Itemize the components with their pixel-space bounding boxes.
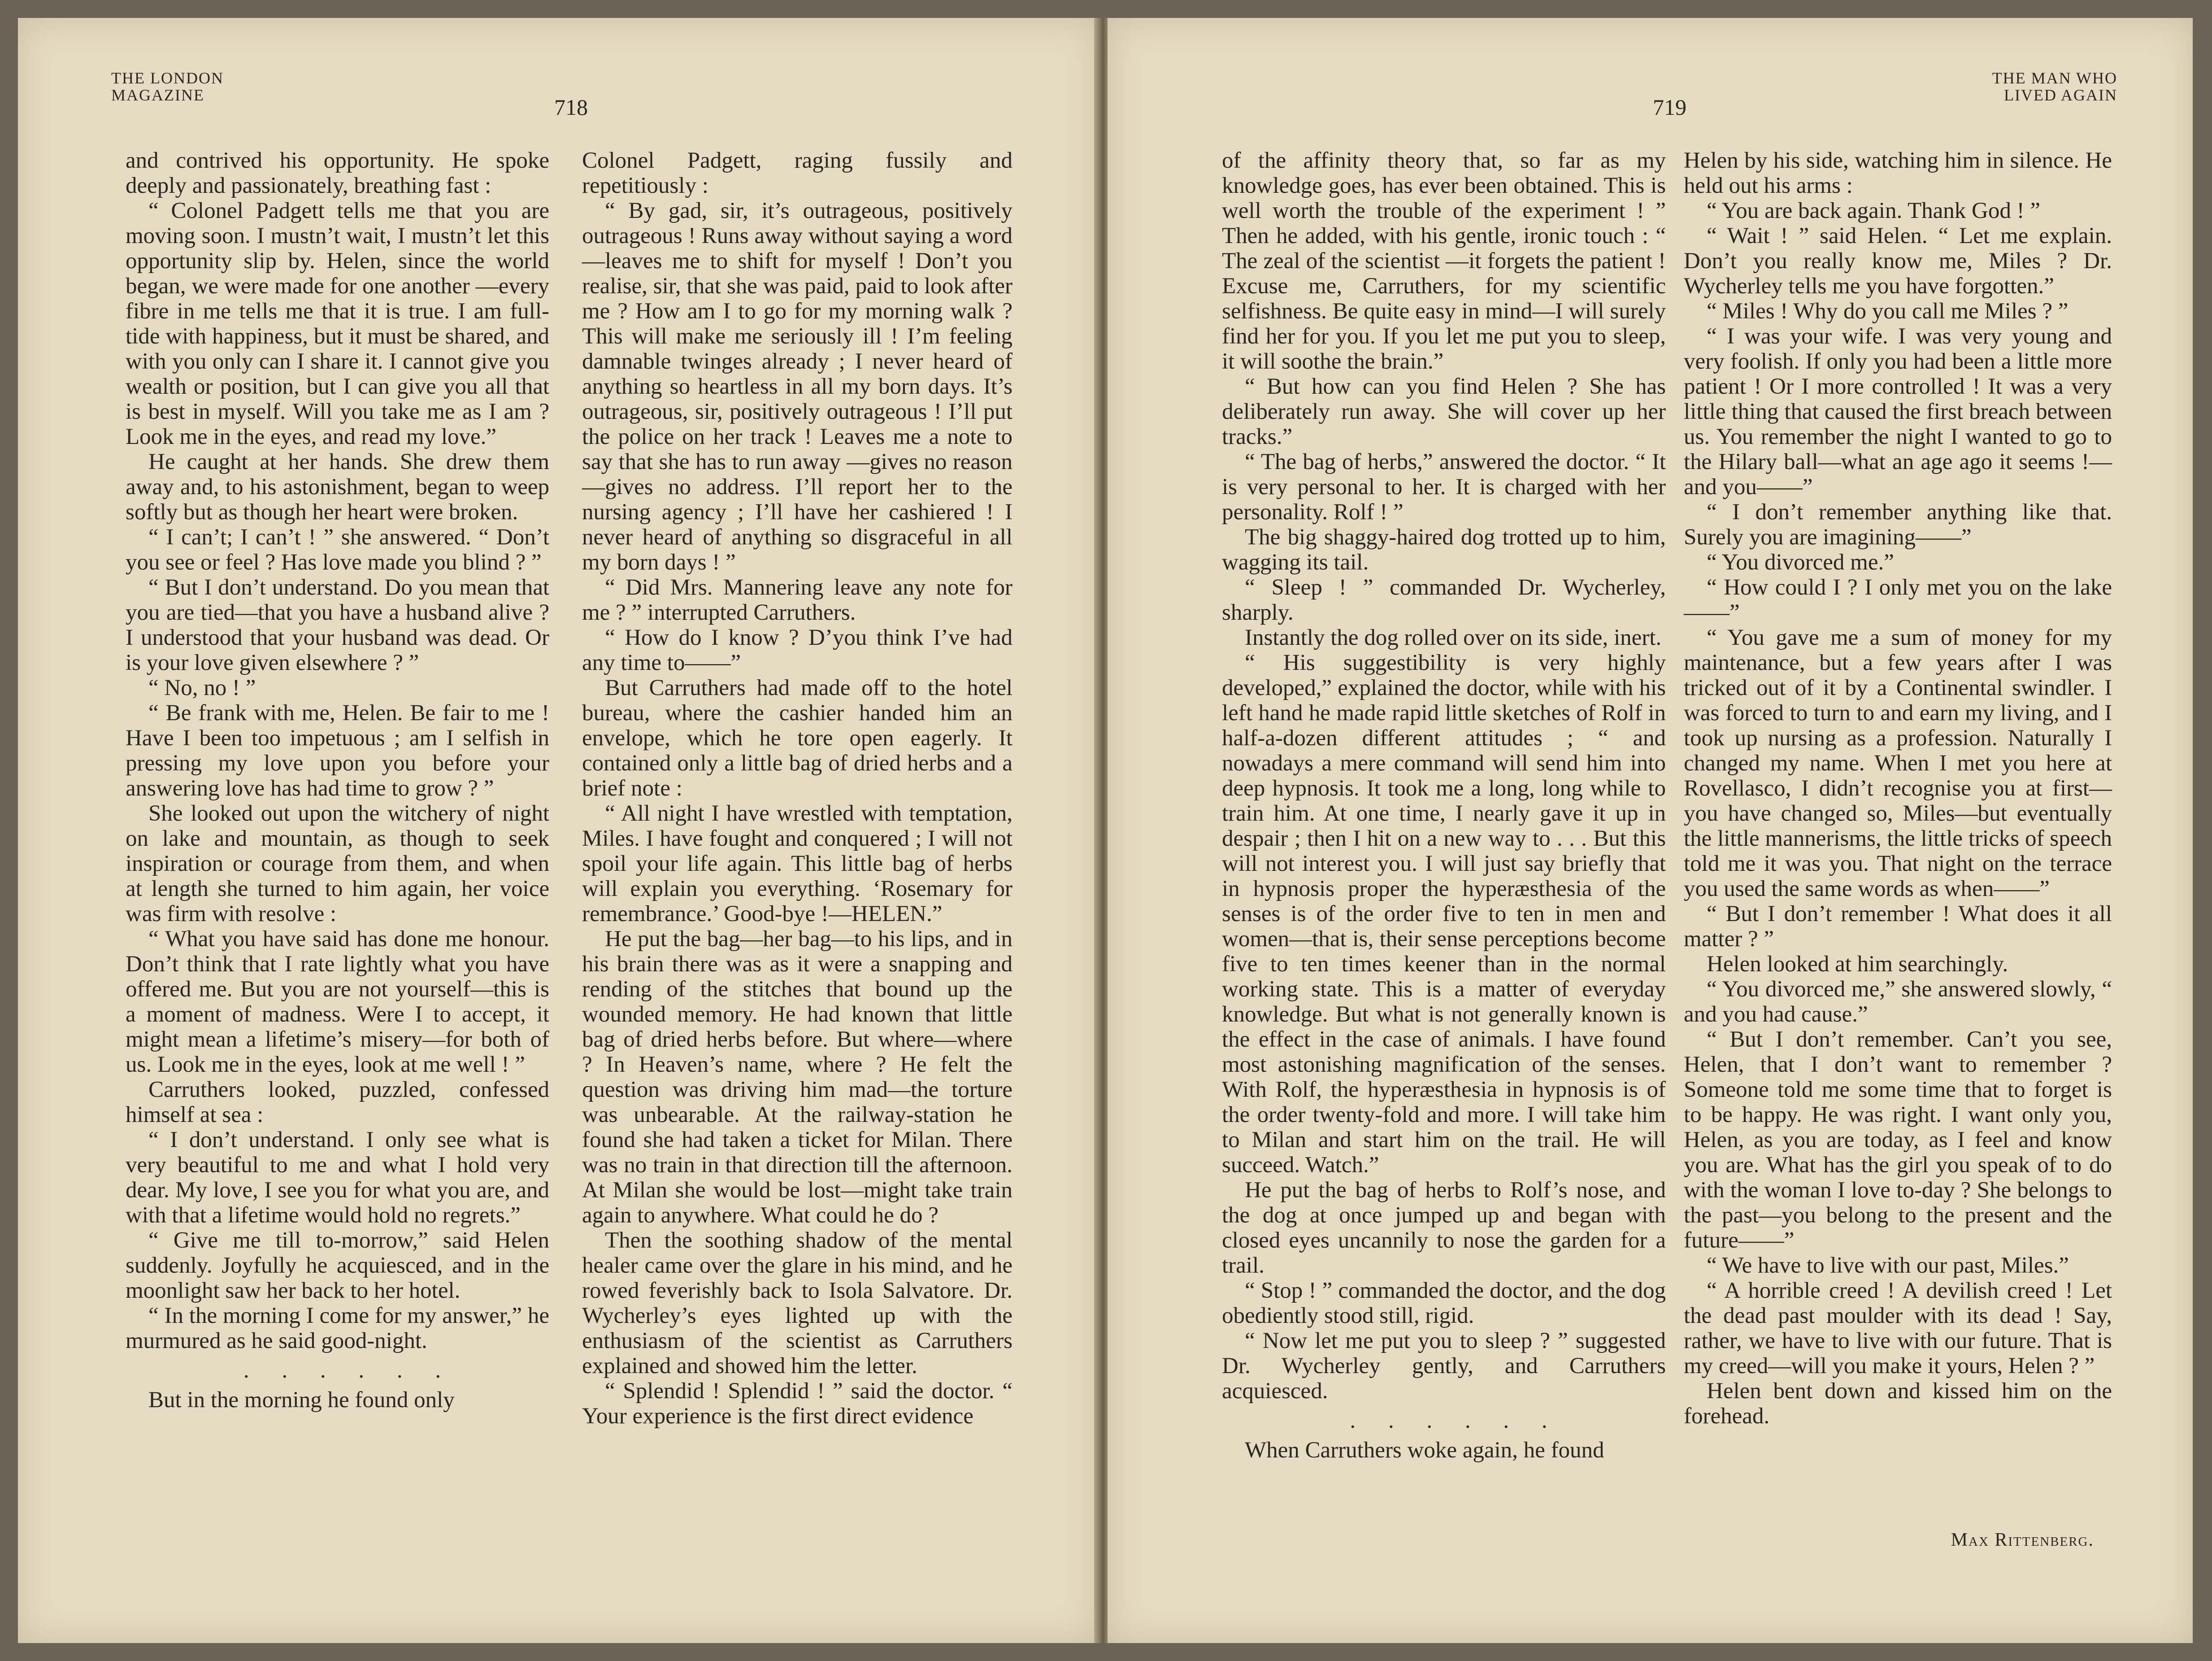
page-number: 719 — [1653, 95, 1686, 120]
text-column — [582, 148, 1013, 1429]
paragraph: and contrived his opportunity. He spoke deeply and passionately, breathing fast : — [126, 148, 549, 198]
paragraph: “ By gad, sir, it’s outrageous, positively outrageous ! Runs away without saying a word—leaves me to shift for myself ! Don’t you realise, sir, that she was paid, paid to look after me ? How am I to go for my morning walk ? This will make me seriously ill ! I’m feeling damnable twinges already ; I never heard of anything so heartless in all my born days. It’s outrageous, sir, positively outrageous ! I’ll put the police on her track ! Leaves me a note to say that she has to run away —gives no reason—gives no address. I’ll report her to the nursing agency ; I’ll have her cashiered ! I never heard of anything so disgraceful in all my born days ! ” — [582, 198, 1013, 575]
text-column — [1684, 148, 2112, 1429]
paragraph: “ The bag of herbs,” answered the doctor. “ It is very personal to her. It is charged with her personality. Rolf ! ” — [1222, 449, 1666, 525]
paragraph: Instantly the dog rolled over on its side, inert. — [1245, 625, 1662, 650]
paragraph: “ Colonel Padgett tells me that you are moving soon. I mustn’t wait, I mustn’t let this opportunity slip by. Helen, since the world began, we were made for one another —every fibre in me tells me that it is true. I am full-tide with happiness, but it must be shared, and with you only can I share it. I cannot give you wealth or position, but I can give you all that is best in myself. Will you take me as I am ? Look me in the eyes, and read my love.” — [126, 198, 549, 449]
paragraph: “ All night I have wrestled with temptation, Miles. I have fought and conquered ; I will not spoil your life again. This little bag of herbs will explain you everything. ‘Rosemary for remembrance.’ Good-bye !—HELEN.” — [582, 801, 1013, 926]
paragraph: “ You divorced me.” — [1707, 550, 1894, 575]
paragraph: “ Miles ! Why do you call me Miles ? ” — [1707, 299, 2069, 324]
running-header-right — [1992, 70, 2117, 104]
paragraph: “ I don’t remember anything like that. Surely you are imagining——” — [1684, 500, 2112, 550]
paragraph: She looked out upon the witchery of night on lake and mountain, as though to seek inspiration or courage from them, and when at length she turned to him again, her voice was firm with resolve : — [126, 801, 549, 926]
right-page — [1108, 18, 2193, 1643]
paragraph: “ How could I ? I only met you on the lake——” — [1684, 575, 2112, 625]
paragraph: But Carruthers had made off to the hotel bureau, where the cashier handed him an envelope, which he tore open eagerly. It contained only a little bag of dried herbs and a brief note : — [582, 675, 1013, 801]
paragraph: “ Now let me put you to sleep ? ” suggested Dr. Wycherley gently, and Carruthers acquiesced. — [1222, 1328, 1666, 1404]
paragraph: “ But I don’t understand. Do you mean that you are tied—that you have a husband alive ? I understood that your husband was dead. Or is your love given elsewhere ? ” — [126, 575, 549, 675]
paragraph: Colonel Padgett, raging fussily and repetitiously : — [582, 148, 1013, 198]
paragraph: Helen looked at him searchingly. — [1707, 952, 2008, 977]
paragraph: “ But how can you find Helen ? She has deliberately run away. She will cover up her tracks.” — [1222, 374, 1666, 449]
paragraph: He caught at her hands. She drew them away and, to his astonishment, began to weep softly but as though her heart were broken. — [126, 449, 549, 525]
paragraph: “ Did Mrs. Mannering leave any note for me ? ” interrupted Carruthers. — [582, 575, 1013, 625]
paragraph: “ In the morning I come for my answer,” he murmured as he said good-night. — [126, 1303, 549, 1353]
paragraph: Helen by his side, watching him in silence. He held out his arms : — [1684, 148, 2112, 198]
header-line: MAGAZINE — [111, 86, 204, 104]
paragraph: “ You divorced me,” she answered slowly, “ and you had cause.” — [1684, 977, 2112, 1027]
author-signature: Max Rittenberg. — [1951, 1530, 2094, 1550]
text-column — [126, 148, 549, 1413]
paragraph: The big shaggy-haired dog trotted up to him, wagging its tail. — [1222, 525, 1666, 575]
paragraph: Then the soothing shadow of the mental healer came over the glare in his mind, and he rowed feverishly back to Isola Salvatore. Dr. Wycherley’s eyes lighted up with the enthusiasm of the scientist as Carruthers explained and showed him the letter. — [582, 1228, 1013, 1378]
text-column — [1222, 148, 1666, 1463]
paragraph: “ But I don’t remember ! What does it all matter ? ” — [1684, 901, 2112, 952]
paragraph: “ Wait ! ” said Helen. “ Let me explain. Don’t you really know me, Miles ? Dr. Wycherley tells me you have forgotten.” — [1684, 223, 2112, 299]
paragraph: He put the bag of herbs to Rolf’s nose, and the dog at once jumped up and began with closed eyes uncannily to nose the garden for a trail. — [1222, 1178, 1666, 1278]
header-line: THE LONDON — [111, 69, 224, 87]
paragraph: “ His suggestibility is very highly developed,” explained the doctor, while with his left hand he made rapid little sketches of Rolf in half-a-dozen different attitudes ; “ and nowadays a mere command will send him into deep hypnosis. It took me a long, long while to train him. At one time, I nearly gave it up in despair ; then I hit on a new way to . . . But this will not interest you. I will just say briefly that in hypnosis proper the hyperæsthesia of the senses is of the order five to ten in men and women—that is, their sense perceptions become five to ten times keener than in the normal working state. This is a matter of everyday knowledge. But what is not generally known is the effect in the case of animals. I have found most astonishing magnification of the senses. With Rolf, the hyperæsthesia in hypnosis is of the order twenty-fold and more. I will take him to Milan and start him on the trail. He will succeed. Watch.” — [1222, 650, 1666, 1178]
paragraph: “ I can’t; I can’t ! ” she answered. “ Don’t you see or feel ? Has love made you blind ? ” — [126, 525, 549, 575]
paragraph: “ Give me till to-morrow,” said Helen suddenly. Joyfully he acquiesced, and in the moonlight saw her back to her hotel. — [126, 1228, 549, 1303]
paragraph: “ What you have said has done me honour. Don’t think that I rate lightly what you have offered me. But you are not yourself—this is a moment of madness. Were I to accept, it might mean a lifetime’s misery—for both of us. Look me in the eyes, look at me well ! ” — [126, 926, 549, 1077]
paragraph: “ You are back again. Thank God ! ” — [1707, 198, 2041, 223]
paragraph: “ We have to live with our past, Miles.” — [1707, 1253, 2069, 1278]
paragraph: But in the morning he found only — [148, 1387, 455, 1413]
section-break: . . . . . . — [1350, 1408, 1561, 1433]
paragraph: “ A horrible creed ! A devilish creed ! Let the dead past moulder with its dead ! Say, rather, we have to live with our future. That is my creed—will you make it yours, Helen ? ” — [1684, 1278, 2112, 1378]
paragraph: “ Splendid ! Splendid ! ” said the doctor. “ Your experience is the first direct evidence — [582, 1378, 1013, 1429]
paragraph: Helen bent down and kissed him on the forehead. — [1684, 1378, 2112, 1429]
running-header-left — [111, 70, 224, 104]
paragraph: “ I don’t understand. I only see what is very beautiful to me and what I hold very dear. My love, I see you for what you are, and with that a lifetime would hold no regrets.” — [126, 1127, 549, 1228]
header-line: LIVED AGAIN — [2004, 86, 2117, 104]
paragraph: He put the bag—her bag—to his lips, and in his brain there was as it were a snapping and rending of the stitches that bound up the wounded memory. He had known that little bag of dried herbs before. But where—where ? In Heaven’s name, where ? He felt the question was driving him mad—the torture was unbearable. At the railway-station he found she had taken a ticket for Milan. There was no train in that direction till the afternoon. At Milan she would be lost—might take train again to anywhere. What could he do ? — [582, 926, 1013, 1228]
page-number: 718 — [554, 95, 588, 120]
paragraph: of the affinity theory that, so far as my knowledge goes, has ever been obtained. This is well worth the trouble of the experiment ! ” Then he added, with his gentle, ironic touch : “ The zeal of the scientist —it forgets the patient ! Excuse me, Carruthers, for my scientific selfishness. Be quite easy in mind—I will surely find her for you. If you let me put you to sleep, it will soothe the brain.” — [1222, 148, 1666, 374]
paragraph: “ Stop ! ” commanded the doctor, and the dog obediently stood still, rigid. — [1222, 1278, 1666, 1328]
paragraph: “ I was your wife. I was very young and very foolish. If only you had been a little more patient ! Or I more controlled ! It was a very little thing that caused the first breach between us. You remember the night I wanted to go to the Hilary ball—what an age ago it seems !—and you——” — [1684, 324, 2112, 500]
paragraph: “ Sleep ! ” commanded Dr. Wycherley, sharply. — [1222, 575, 1666, 625]
paragraph: When Carruthers woke again, he found — [1245, 1438, 1604, 1463]
paragraph: “ No, no ! ” — [148, 675, 256, 700]
paragraph: Carruthers looked, puzzled, confessed himself at sea : — [126, 1077, 549, 1127]
left-page — [18, 18, 1099, 1643]
paragraph: “ You gave me a sum of money for my maintenance, but a few years after I was tricked out of it by a Continental swindler. I was forced to turn to and earn my living, and I took up nursing as a profession. Naturally I changed my name. When I met you here at Rovellasco, I didn’t recognise you at first—you have changed so, Miles—but eventually the little mannerisms, the little tricks of speech told me it was you. That night on the terrace you used the same words as when——” — [1684, 625, 2112, 901]
paragraph: “ Be frank with me, Helen. Be fair to me ! Have I been too impetuous ; am I selfish in pressing my love upon you before your answering love has had time to grow ? ” — [126, 700, 549, 801]
paragraph: “ But I don’t remember. Can’t you see, Helen, that I don’t want to remember ? Someone told me some time that to forget is to be happy. He was right. I want only you, Helen, as you are today, as I feel and know you are. What has the girl you speak of to do with the woman I love to-day ? She belongs to the past—you belong to the present and the future——” — [1684, 1027, 2112, 1253]
paragraph: “ How do I know ? D’you think I’ve had any time to——” — [582, 625, 1013, 675]
header-line: THE MAN WHO — [1992, 69, 2117, 87]
section-break: . . . . . . — [243, 1358, 455, 1383]
